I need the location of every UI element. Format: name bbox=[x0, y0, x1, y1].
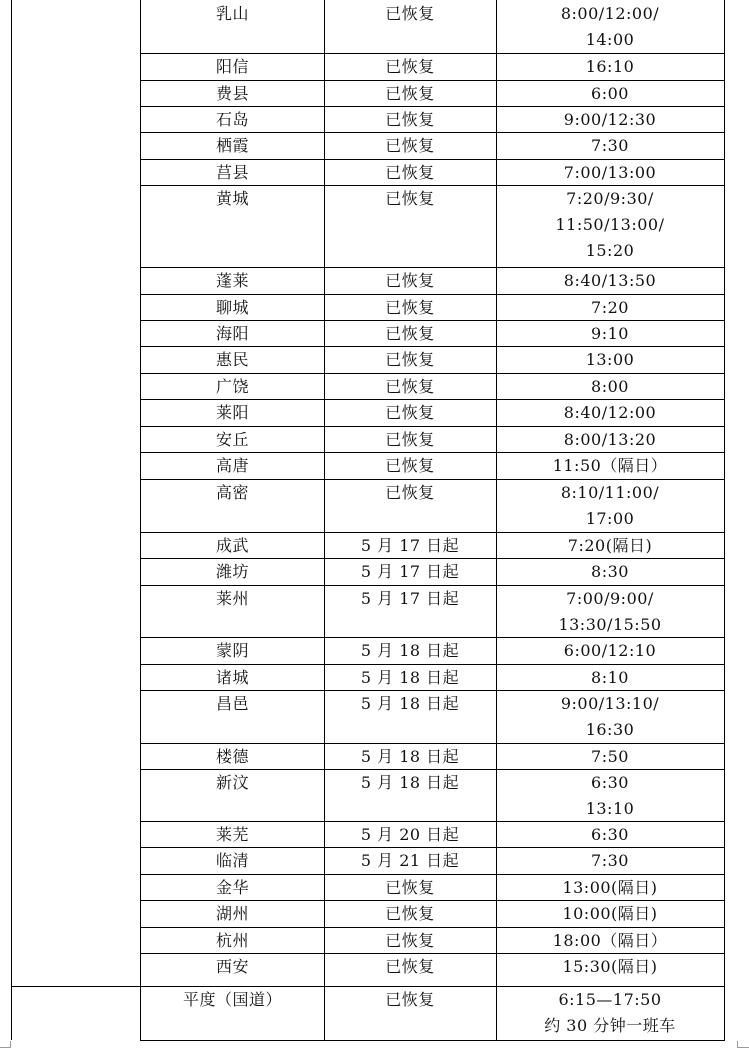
status-cell: 5 月 18 日起 bbox=[360, 747, 460, 766]
status-cell: 已恢复 bbox=[385, 456, 435, 475]
times-cell: 7:00/13:00 bbox=[563, 163, 657, 182]
city-cell: 西安 bbox=[215, 957, 249, 976]
status-cell: 已恢复 bbox=[385, 430, 435, 449]
city-cell: 蓬莱 bbox=[215, 271, 249, 290]
times-cell: 8:30 bbox=[591, 562, 629, 581]
city-cell: 阳信 bbox=[215, 57, 249, 76]
city-cell: 黄城 bbox=[215, 189, 249, 208]
last-times-cell: 6:15—17:50 约 30 分钟一班车 bbox=[544, 990, 676, 1035]
city-cell: 费县 bbox=[215, 84, 249, 103]
status-cell: 5 月 18 日起 bbox=[360, 694, 460, 713]
city-cell: 莒县 bbox=[215, 163, 249, 182]
status-cell: 5 月 21 日起 bbox=[360, 851, 460, 870]
status-cell: 已恢复 bbox=[385, 271, 435, 290]
status-cell: 已恢复 bbox=[385, 189, 435, 208]
times-cell: 6:00 bbox=[591, 84, 629, 103]
city-cell: 石岛 bbox=[215, 110, 249, 129]
status-cell: 5 月 18 日起 bbox=[360, 668, 460, 687]
status-cell: 已恢复 bbox=[385, 136, 435, 155]
times-cell: 7:30 bbox=[591, 136, 629, 155]
last-status-cell: 已恢复 bbox=[385, 990, 435, 1009]
crop-mark bbox=[737, 1047, 749, 1048]
status-cell: 已恢复 bbox=[385, 957, 435, 976]
table-right-border bbox=[724, 0, 725, 1040]
status-cell: 已恢复 bbox=[385, 931, 435, 950]
city-cell: 莱州 bbox=[215, 589, 249, 608]
city-cell: 杭州 bbox=[215, 931, 249, 950]
table-bottom-border bbox=[140, 1040, 725, 1041]
times-cell: 10:00(隔日) bbox=[562, 904, 658, 923]
status-cell: 5 月 18 日起 bbox=[360, 773, 460, 792]
status-cell: 已恢复 bbox=[385, 110, 435, 129]
status-cell: 已恢复 bbox=[385, 904, 435, 923]
status-cell: 5 月 17 日起 bbox=[360, 589, 460, 608]
crop-mark bbox=[737, 1041, 738, 1048]
status-cell: 已恢复 bbox=[385, 403, 435, 422]
crop-mark bbox=[0, 1047, 10, 1048]
times-cell: 7:50 bbox=[591, 747, 629, 766]
status-cell: 已恢复 bbox=[385, 163, 435, 182]
city-cell: 昌邑 bbox=[215, 694, 249, 713]
city-cell: 临清 bbox=[215, 851, 249, 870]
last-city-cell: 平度（国道） bbox=[182, 990, 282, 1009]
status-cell: 5 月 18 日起 bbox=[360, 641, 460, 660]
times-cell: 16:10 bbox=[585, 57, 635, 76]
status-cell: 已恢复 bbox=[385, 298, 435, 317]
table-left-border bbox=[11, 0, 12, 1040]
status-cell: 已恢复 bbox=[385, 4, 435, 23]
city-cell: 湖州 bbox=[215, 904, 249, 923]
city-cell: 安丘 bbox=[215, 430, 249, 449]
city-cell: 高唐 bbox=[215, 456, 249, 475]
times-cell: 9:00/13:10/ 16:30 bbox=[560, 694, 660, 739]
times-cell: 8:40/13:50 bbox=[563, 271, 657, 290]
status-cell: 已恢复 bbox=[385, 878, 435, 897]
city-cell: 广饶 bbox=[215, 377, 249, 396]
times-cell: 13:00 bbox=[585, 350, 635, 369]
city-cell: 金华 bbox=[215, 878, 249, 897]
times-cell: 13:00(隔日) bbox=[562, 878, 658, 897]
status-cell: 已恢复 bbox=[385, 377, 435, 396]
times-cell: 7:30 bbox=[591, 851, 629, 870]
city-cell: 海阳 bbox=[215, 324, 249, 343]
city-cell: 栖霞 bbox=[215, 136, 249, 155]
crop-mark bbox=[10, 1041, 11, 1048]
times-cell: 11:50（隔日） bbox=[552, 456, 668, 475]
times-cell: 9:10 bbox=[591, 324, 629, 343]
times-cell: 7:20 bbox=[591, 298, 629, 317]
times-cell: 8:00/12:00/ 14:00 bbox=[560, 4, 660, 49]
times-cell: 7:20(隔日) bbox=[567, 536, 653, 555]
status-cell: 已恢复 bbox=[385, 84, 435, 103]
times-cell: 7:00/9:00/ 13:30/15:50 bbox=[558, 589, 662, 634]
times-cell: 8:10 bbox=[591, 668, 629, 687]
times-cell: 8:40/12:00 bbox=[563, 403, 657, 422]
city-cell: 莱芜 bbox=[215, 825, 249, 844]
status-cell: 已恢复 bbox=[385, 324, 435, 343]
status-cell: 5 月 17 日起 bbox=[360, 536, 460, 555]
city-cell: 新汶 bbox=[215, 773, 249, 792]
city-cell: 高密 bbox=[215, 483, 249, 502]
times-cell: 18:00（隔日） bbox=[552, 931, 668, 950]
city-cell: 聊城 bbox=[215, 298, 249, 317]
city-cell: 成武 bbox=[215, 536, 249, 555]
times-cell: 8:10/11:00/ 17:00 bbox=[560, 483, 660, 528]
times-cell: 6:00/12:10 bbox=[563, 641, 657, 660]
city-cell: 潍坊 bbox=[215, 562, 249, 581]
status-cell: 5 月 17 日起 bbox=[360, 562, 460, 581]
city-cell: 蒙阴 bbox=[215, 641, 249, 660]
times-cell: 7:20/9:30/ 11:50/13:00/ 15:20 bbox=[555, 189, 665, 260]
status-cell: 5 月 20 日起 bbox=[360, 825, 460, 844]
times-cell: 6:30 bbox=[591, 825, 629, 844]
status-cell: 已恢复 bbox=[385, 483, 435, 502]
city-cell: 莱阳 bbox=[215, 403, 249, 422]
times-cell: 8:00/13:20 bbox=[563, 430, 657, 449]
times-cell: 9:00/12:30 bbox=[563, 110, 657, 129]
times-cell: 15:30(隔日) bbox=[562, 957, 658, 976]
city-cell: 楼德 bbox=[215, 747, 249, 766]
status-cell: 已恢复 bbox=[385, 350, 435, 369]
city-cell: 惠民 bbox=[215, 350, 249, 369]
times-cell: 6:30 13:10 bbox=[585, 773, 635, 818]
times-cell: 8:00 bbox=[591, 377, 629, 396]
city-cell: 乳山 bbox=[215, 4, 249, 23]
status-cell: 已恢复 bbox=[385, 57, 435, 76]
city-cell: 诸城 bbox=[215, 668, 249, 687]
